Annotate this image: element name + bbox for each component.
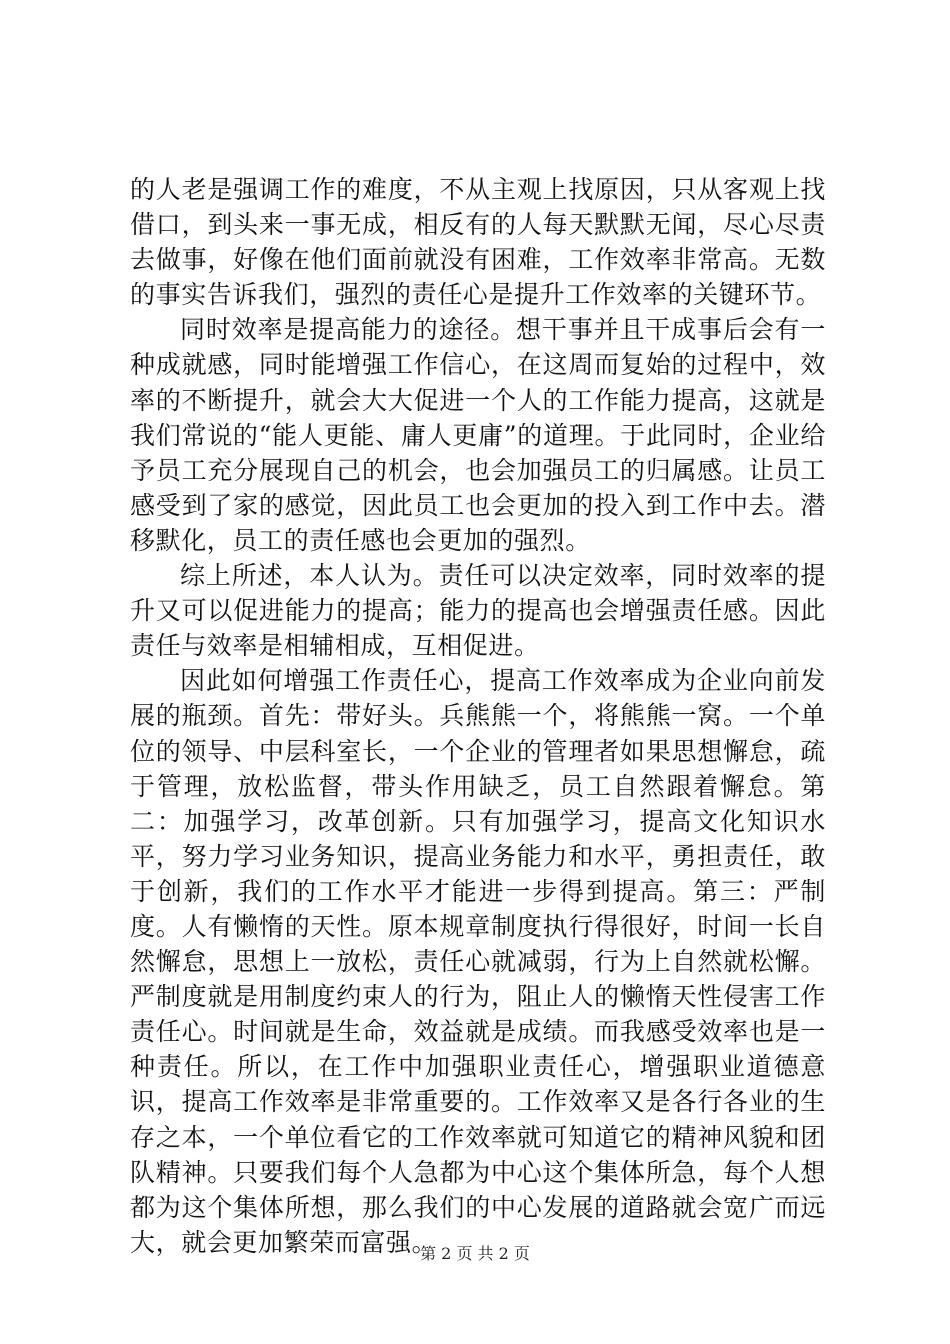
paragraph-2: 同时效率是提高能力的途径。想干事并且干成事后会有一种成就感，同时能增强工作信心，在这周而复始的过程中，效率的不断提升，就会大大促进一个人的工作能力提高，这就是我们常说的“能人更能、庸人更庸”的道理。于此同时，企业给予员工充分展现自己的机会，也会加强员工的归属感。让员工感受到了家的感觉，因此员工也会更加的投入到工作中去。潜移默化，员工的责任感也会更加的强烈。	[130, 315, 826, 555]
body-text	[130, 172, 826, 1260]
paragraph-4: 因此如何增强工作责任心，提高工作效率成为企业向前发展的瓶颈。首先：带好头。兵熊熊一个，将熊熊一窝。一个单位的领导、中层科室长，一个企业的管理者如果思想懈怠，疏于管理，放松监督，带头作用缺乏，员工自然跟着懈怠。第二：加强学习，改革创新。只有加强学习，提高文化知识水平，努力学习业务知识，提高业务能力和水平，勇担责任，敢于创新，我们的工作水平才能进一步得到提高。第三：严制度。人有懒惰的天性。原本规章制度执行得很好，时间一长自然懈怠，思想上一放松，责任心就减弱，行为上自然就松懈。严制度就是用制度约束人的行为，阻止人的懒惰天性侵害工作责任心。时间就是生命，效益就是成绩。而我感受效率也是一种责任。所以，在工作中加强职业责任心，增强职业道德意识，提高工作效率是非常重要的。工作效率又是各行各业的生存之本，一个单位看它的工作效率就可知道它的精神风貌和团队精神。只要我们每个人急都为中心这个集体所急，每个人想都为这个集体所想，那么我们的中心发展的道路就会宽广而远大，就会更加繁荣而富强。	[130, 666, 826, 1257]
paragraph-1: 的人老是强调工作的难度，不从主观上找原因，只从客观上找借口，到头来一事无成，相反有的人每天默默无闻，尽心尽责去做事，好像在他们面前就没有困难，工作效率非常高。无数的事实告诉我们，强烈的责任心是提升工作效率的关键环节。	[130, 175, 826, 310]
paragraph-3: 综上所述，本人认为。责任可以决定效率，同时效率的提升又可以促进能力的提高；能力的提高也会增强责任感。因此责任与效率是相辅相成，互相促进。	[130, 561, 826, 661]
page-footer: 第 2 页 共 2 页	[420, 1244, 530, 1263]
